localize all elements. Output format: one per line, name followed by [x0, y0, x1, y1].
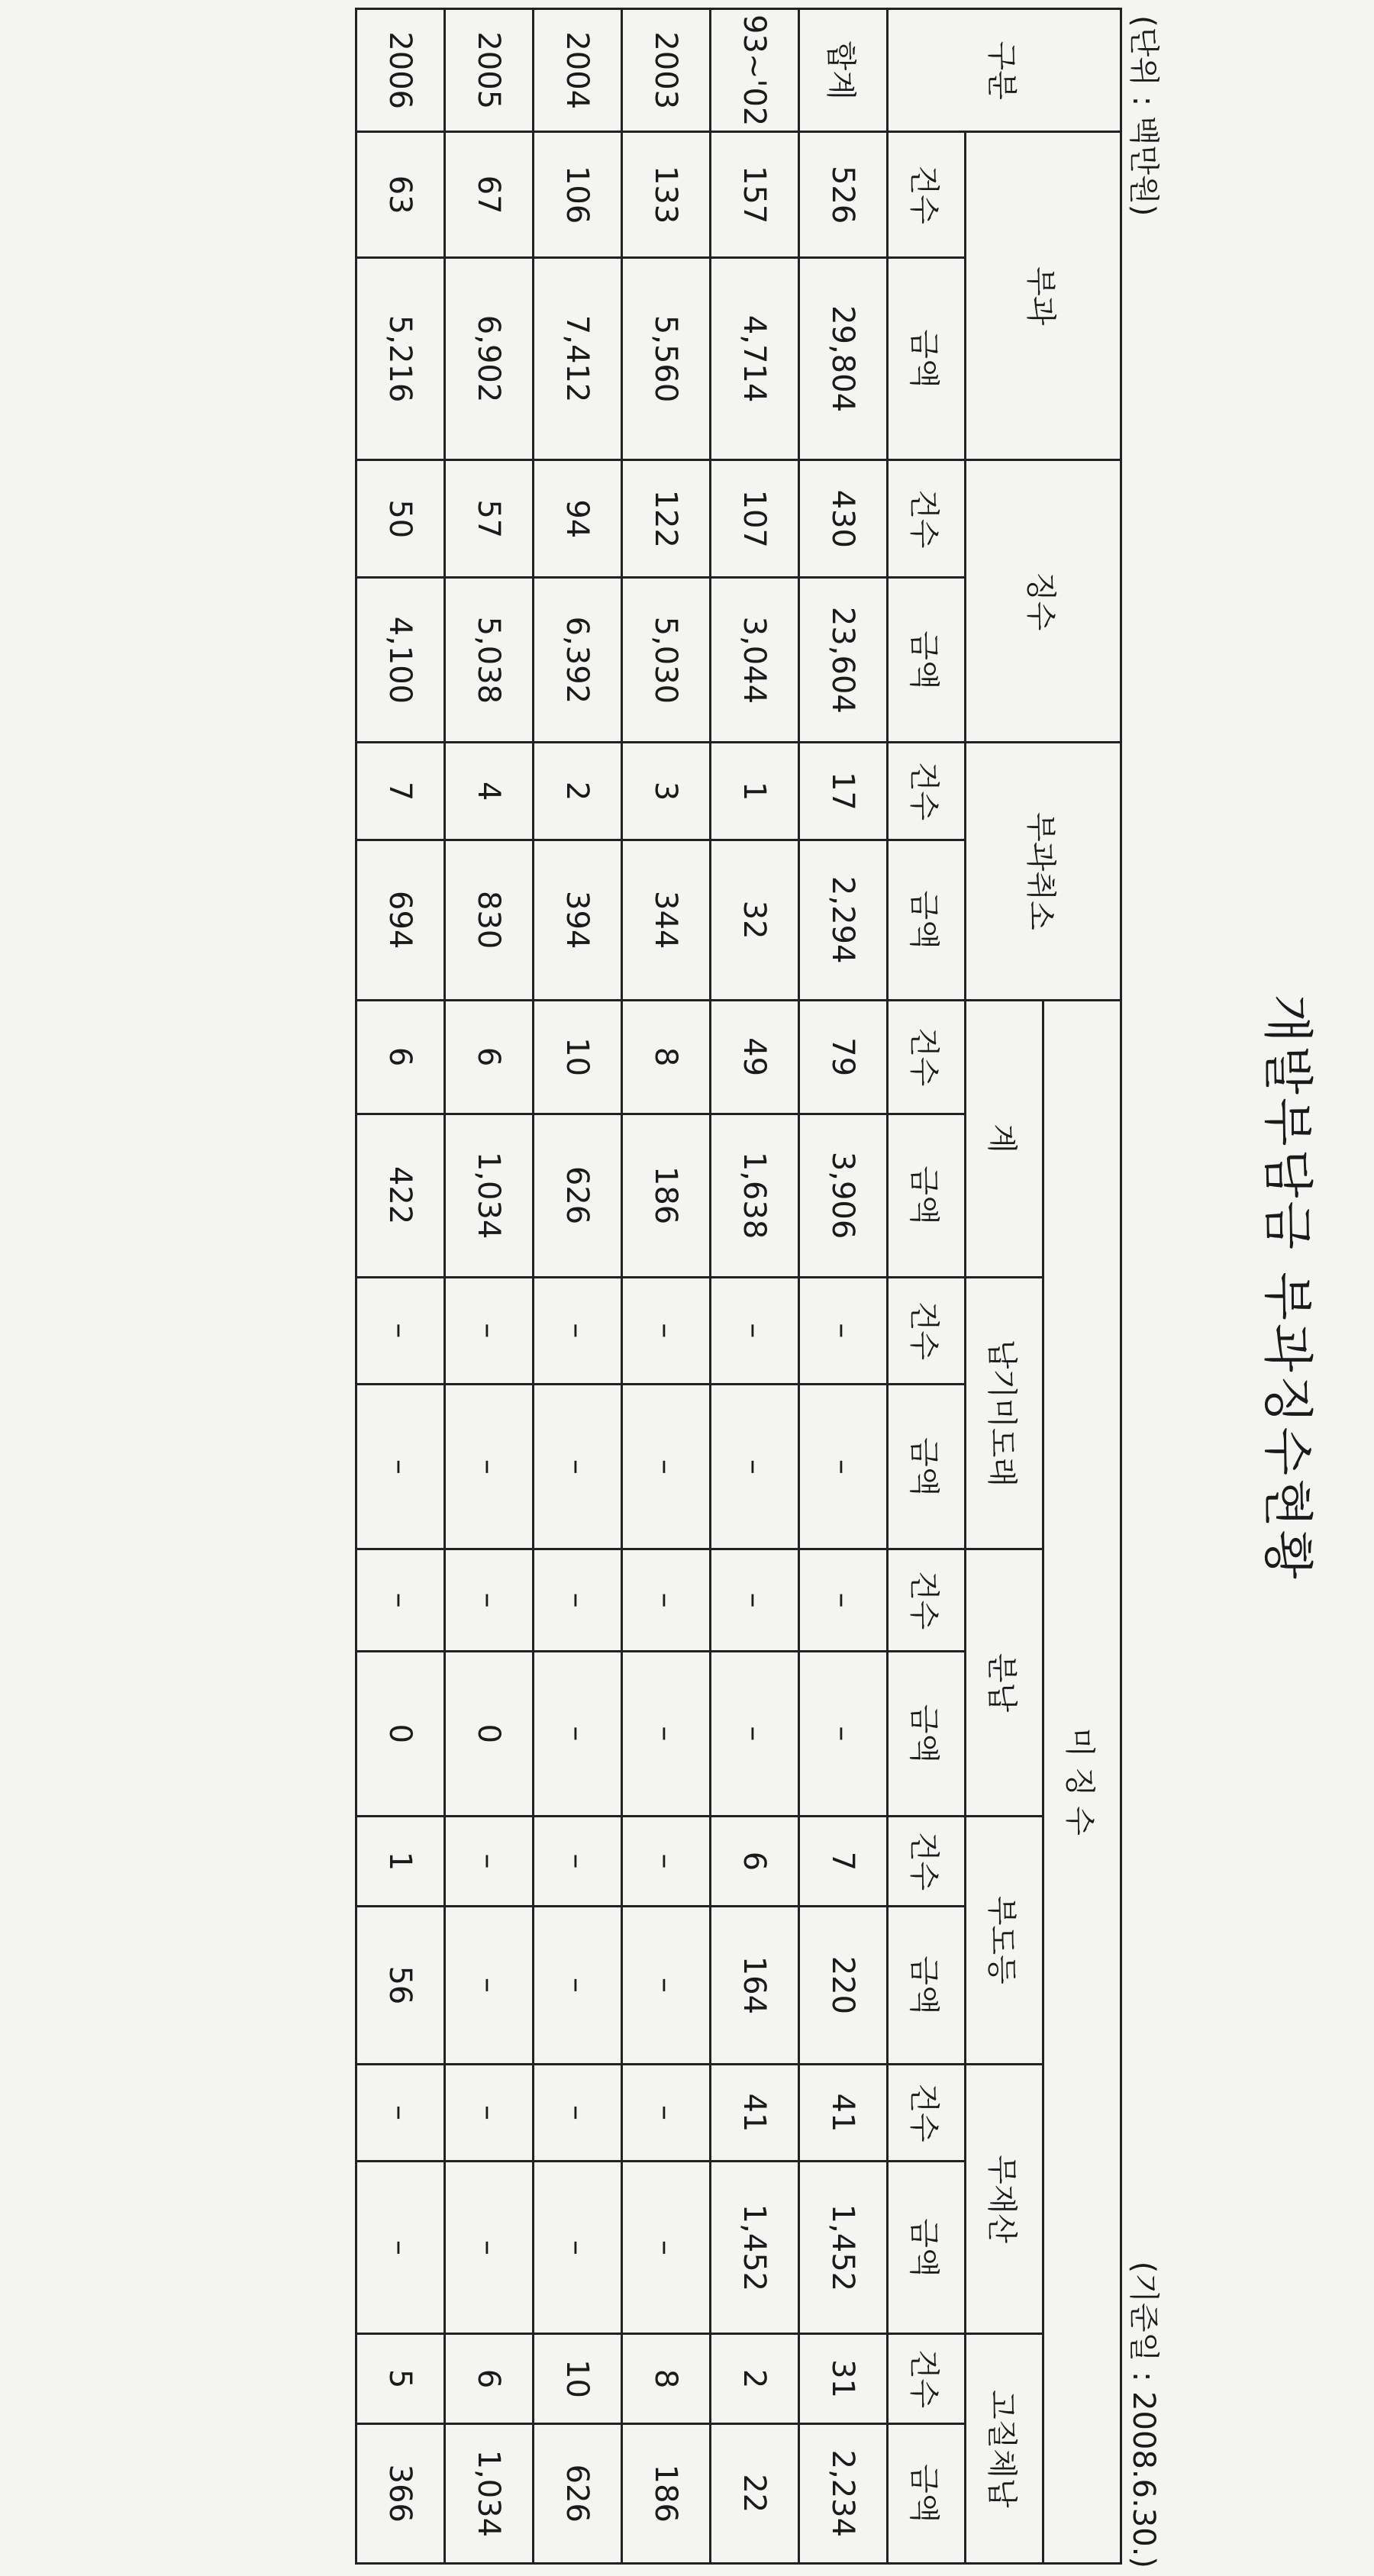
table-cell: –	[356, 2162, 445, 2334]
table-cell: 94	[534, 460, 622, 578]
amount-header: 금액	[888, 1907, 966, 2065]
count-header: 건수	[888, 1816, 966, 1906]
table-cell: 830	[445, 840, 534, 1000]
count-header: 건수	[888, 743, 966, 840]
table-cell: –	[799, 1277, 888, 1385]
table-cell: 2	[534, 743, 622, 840]
table-cell: –	[711, 1385, 799, 1549]
table-cell: 422	[356, 1114, 445, 1277]
table-cell: 366	[356, 2423, 445, 2563]
table-cell: 17	[799, 743, 888, 840]
table-row	[622, 9, 711, 2564]
table-cell: 6	[711, 1816, 799, 1906]
table-cell: –	[622, 1549, 711, 1652]
table-row	[711, 9, 799, 2564]
table-cell: 1	[711, 743, 799, 840]
table-cell: –	[356, 1277, 445, 1385]
table-cell: 57	[445, 460, 534, 578]
imposed-header: 부과	[966, 132, 1121, 460]
unit-note: (단위 : 백만원)	[1126, 15, 1161, 217]
table-cell: 32	[711, 840, 799, 1000]
table-cell: 3,044	[711, 578, 799, 743]
table-cell: –	[445, 1816, 534, 1906]
table-cell: 4,714	[711, 257, 799, 459]
table-cell: –	[534, 1907, 622, 2065]
table-cell: –	[534, 1651, 622, 1816]
table-row	[799, 9, 888, 2564]
table-body	[356, 9, 888, 2564]
table-cell: 56	[356, 1907, 445, 2065]
table-cell: 5,038	[445, 578, 534, 743]
table-cell: 29,804	[799, 257, 888, 459]
table-cell: 157	[711, 132, 799, 258]
table-cell: –	[534, 1277, 622, 1385]
table-cell: –	[622, 1385, 711, 1549]
row-label: 2003	[622, 9, 711, 132]
table-cell: 430	[799, 460, 888, 578]
table-cell: 344	[622, 840, 711, 1000]
header-row-1	[1043, 9, 1121, 2564]
table-cell: –	[534, 2162, 622, 2334]
count-header: 건수	[888, 132, 966, 258]
table-cell: 7,412	[534, 257, 622, 459]
table-cell: 7	[799, 1816, 888, 1906]
table-cell: 7	[356, 743, 445, 840]
amount-header: 금액	[888, 1385, 966, 1549]
table-cell: 6,392	[534, 578, 622, 743]
count-header: 건수	[888, 1277, 966, 1385]
count-header: 건수	[888, 2064, 966, 2161]
row-label: 2006	[356, 9, 445, 132]
table-cell: –	[799, 1549, 888, 1652]
table-cell: 23,604	[799, 578, 888, 743]
table-cell: 31	[799, 2334, 888, 2423]
table-cell: 50	[356, 460, 445, 578]
table-cell: 6	[445, 1000, 534, 1114]
collection-status-table	[355, 8, 1122, 2565]
table-cell: 6,902	[445, 257, 534, 459]
table-cell: 8	[622, 2334, 711, 2423]
table-cell: –	[622, 2162, 711, 2334]
table-cell: 1,452	[711, 2162, 799, 2334]
table-cell: 67	[445, 132, 534, 258]
table-cell: 394	[534, 840, 622, 1000]
table-cell: 626	[534, 1114, 622, 1277]
table-cell: –	[711, 1549, 799, 1652]
table-cell: 1	[356, 1816, 445, 1906]
table-cell: 122	[622, 460, 711, 578]
table-cell: 79	[799, 1000, 888, 1114]
collected-header: 징수	[966, 460, 1121, 743]
table-cell: 1,452	[799, 2162, 888, 2334]
table-cell: 10	[534, 2334, 622, 2423]
table-cell: 41	[799, 2064, 888, 2161]
table-cell: 186	[622, 1114, 711, 1277]
table-cell: 63	[356, 132, 445, 258]
table-cell: 6	[356, 1000, 445, 1114]
table-cell: –	[534, 1385, 622, 1549]
chronic-header: 고질체납	[966, 2334, 1043, 2564]
table-cell: –	[799, 1651, 888, 1816]
table-cell: 220	[799, 1907, 888, 2065]
table-cell: –	[799, 1385, 888, 1549]
table-cell: 186	[622, 2423, 711, 2563]
table-cell: –	[445, 1277, 534, 1385]
table-cell: 164	[711, 1907, 799, 2065]
table-cell: –	[445, 1549, 534, 1652]
table-cell: 2,234	[799, 2423, 888, 2563]
table-cell: –	[622, 1651, 711, 1816]
table-cell: –	[711, 1277, 799, 1385]
page-title: 개발부담금 부과징수현황	[1258, 994, 1317, 1582]
table-cell: –	[534, 2064, 622, 2161]
table-row	[534, 9, 622, 2564]
amount-header: 금액	[888, 257, 966, 459]
table-cell: 0	[445, 1651, 534, 1816]
amount-header: 금액	[888, 2423, 966, 2563]
table-cell: –	[622, 2064, 711, 2161]
table-cell: 2	[711, 2334, 799, 2423]
table-cell: 1,034	[445, 1114, 534, 1277]
header-row-3	[888, 9, 966, 2564]
table-cell: 106	[534, 132, 622, 258]
table-cell: –	[356, 2064, 445, 2161]
no-assets-header: 무재산	[966, 2064, 1043, 2334]
table-cell: –	[622, 1816, 711, 1906]
table-cell: 694	[356, 840, 445, 1000]
table-cell: –	[445, 2064, 534, 2161]
table-cell: 526	[799, 132, 888, 258]
row-label: 93~'02	[711, 9, 799, 132]
table-cell: 8	[622, 1000, 711, 1114]
table-cell: 3	[622, 743, 711, 840]
table-cell: –	[622, 1277, 711, 1385]
table-row	[445, 9, 534, 2564]
table-cell: 5	[356, 2334, 445, 2423]
table-cell: 4	[445, 743, 534, 840]
amount-header: 금액	[888, 2162, 966, 2334]
amount-header: 금액	[888, 840, 966, 1000]
table-cell: –	[356, 1385, 445, 1549]
cancelled-header: 부과취소	[966, 743, 1121, 1000]
subtotal-header: 계	[966, 1000, 1043, 1277]
table-cell: –	[445, 1907, 534, 2065]
table-cell: 49	[711, 1000, 799, 1114]
row-label: 2004	[534, 9, 622, 132]
table-row	[356, 9, 445, 2564]
count-header: 건수	[888, 1549, 966, 1652]
table-cell: 2,294	[799, 840, 888, 1000]
not-due-header: 납기미도래	[966, 1277, 1043, 1549]
table-cell: 1,638	[711, 1114, 799, 1277]
table-cell: 626	[534, 2423, 622, 2563]
bankruptcy-header: 부도등	[966, 1816, 1043, 2064]
table-cell: –	[534, 1816, 622, 1906]
table-cell: 0	[356, 1651, 445, 1816]
table-cell: 22	[711, 2423, 799, 2563]
table-cell: –	[622, 1907, 711, 2065]
table-cell: –	[534, 1549, 622, 1652]
row-label: 합계	[799, 9, 888, 132]
table-cell: 4,100	[356, 578, 445, 743]
table-cell: 5,560	[622, 257, 711, 459]
table-cell: –	[445, 1385, 534, 1549]
amount-header: 금액	[888, 578, 966, 743]
table-cell: 107	[711, 460, 799, 578]
division-header: 구분	[888, 9, 1121, 132]
count-header: 건수	[888, 1000, 966, 1114]
amount-header: 금액	[888, 1114, 966, 1277]
table-cell: 5,216	[356, 257, 445, 459]
table-cell: 1,034	[445, 2423, 534, 2563]
table-cell: 3,906	[799, 1114, 888, 1277]
table-cell: 5,030	[622, 578, 711, 743]
installment-header: 분납	[966, 1549, 1043, 1817]
uncollected-header: 미 징 수	[1043, 1000, 1121, 2563]
table-cell: 133	[622, 132, 711, 258]
amount-header: 금액	[888, 1651, 966, 1816]
count-header: 건수	[888, 460, 966, 578]
row-label: 2005	[445, 9, 534, 132]
table-cell: –	[711, 1651, 799, 1816]
count-header: 건수	[888, 2334, 966, 2423]
table-cell: 6	[445, 2334, 534, 2423]
base-date-note: (기준일 : 2008.6.30.)	[1126, 2261, 1161, 2568]
table-cell: –	[356, 1549, 445, 1652]
table-cell: 41	[711, 2064, 799, 2161]
table-cell: 10	[534, 1000, 622, 1114]
table-cell: –	[445, 2162, 534, 2334]
